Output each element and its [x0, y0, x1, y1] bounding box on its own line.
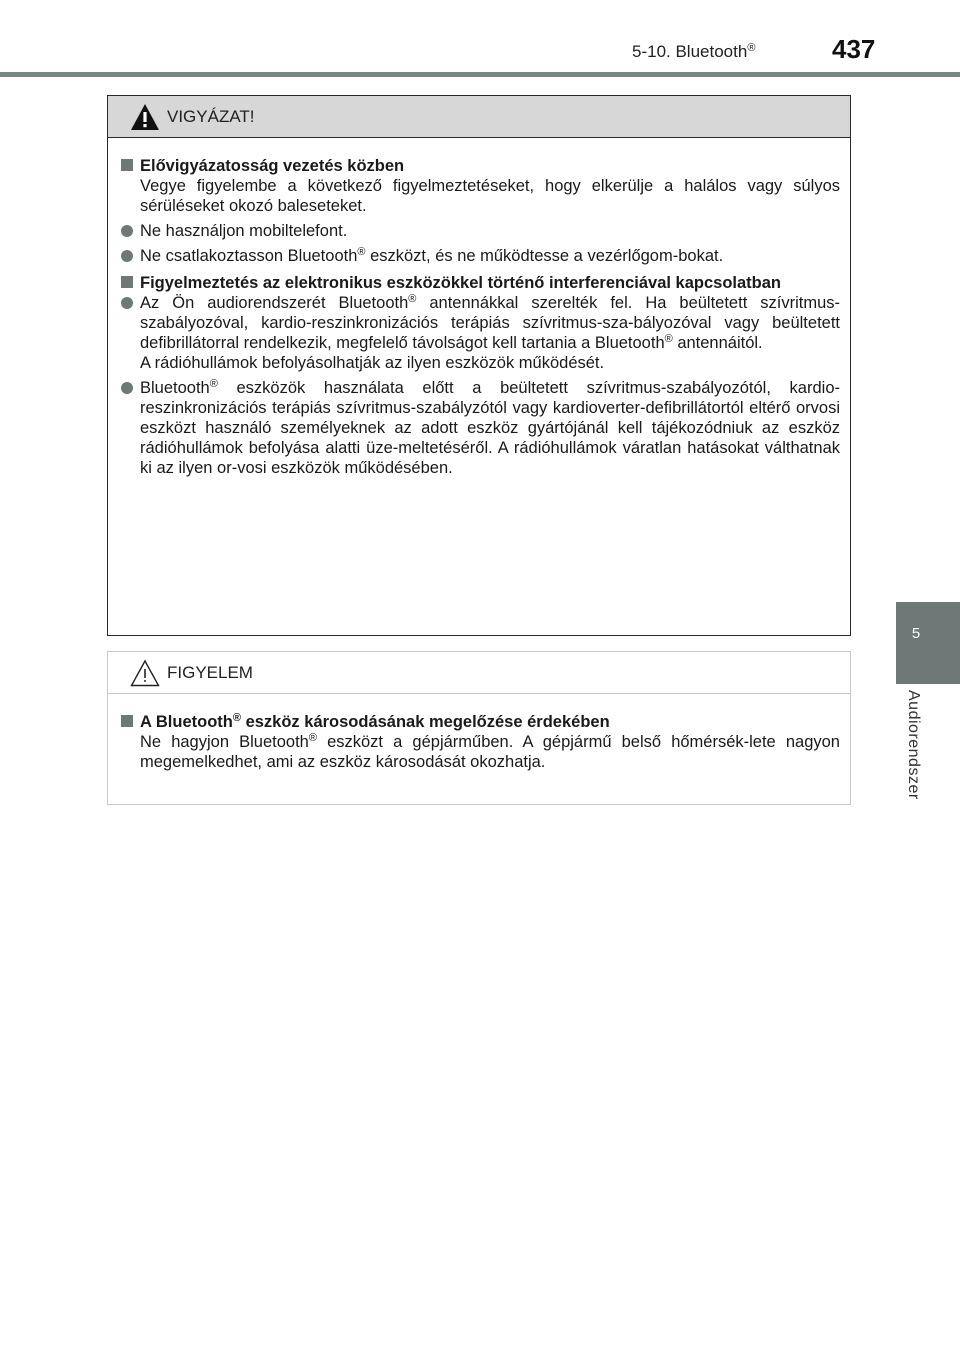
registered-mark: ® — [209, 378, 218, 390]
text-part: Bluetooth — [140, 379, 210, 397]
text-part: eszközt, és ne működtesse a vezérlőgom-bokat. — [365, 247, 724, 265]
registered-mark: ® — [357, 246, 366, 258]
text-part: Ne csatlakoztasson Bluetooth — [140, 247, 358, 265]
text-part: eszközt a gépjárműben. A gépjármű belső hőmérsék-lete nagyon megemelkedhet, ami az eszköz károsodását okozhatja. — [140, 733, 840, 771]
section-title — [632, 42, 755, 62]
list-item-text — [140, 246, 840, 266]
warning-triangle-icon — [130, 103, 160, 131]
warning-body — [108, 138, 850, 478]
section-intro-text: Vegye figyelembe a következő figyelmeztetéseket, hogy elkerülje a halálos vagy súlyos sérüléseket okozó baleseteket. — [140, 177, 840, 215]
text-part: antennákkal szerelték fel. Ha beültetett szívritmus-szabályozóval, kardio-reszinkronizációs terápiás szívritmus-sza-bályozóval vagy beültetett defibrillátorral rendelkezik, megfelelő távolságot kell tartania a Bluetooth — [140, 294, 840, 352]
notice-header — [108, 652, 850, 694]
section-text — [140, 732, 840, 772]
registered-mark: ® — [232, 712, 241, 724]
list-item-text-line2: A rádióhullámok befolyásolhatják az ilyen eszközök működését. — [140, 354, 605, 372]
page-number: 437 — [832, 34, 876, 64]
text-part: eszköz károsodásának megelőzése érdekében — [240, 713, 610, 731]
list-item — [118, 293, 840, 373]
chapter-tab — [896, 602, 960, 684]
section-text-line — [140, 732, 840, 772]
chapter-label — [896, 690, 930, 830]
warning-section-driving — [118, 156, 840, 266]
header-rule — [0, 72, 960, 77]
section-title: Figyelmeztetés az elektronikus eszközökkel történő interferenciával kapcsolatban — [140, 274, 781, 292]
section-title: Elővigyázatosság vezetés közben — [140, 157, 405, 175]
notice-title: FIGYELEM — [167, 663, 253, 682]
text-part: Az Ön audiorendszerét Bluetooth — [140, 294, 409, 312]
bullet-icon — [121, 250, 133, 262]
text-part: eszközök használata előtt a beültetett szívritmus-szabályozótól, kardio-reszinkronizációs terápiás szívritmus-szabályzótól vagy kardioverter-defibrillátortól eltérő orvosi eszközt használó személyeknek az adott eszköz gyártójánál kell tájékozódniuk az eszköz rádióhullámok befolyása alatti üze-meltetéséről. A rádióhullámok váratlan hatásokat válthatnak ki az ilyen or-vosi eszközök működésében. — [140, 379, 840, 477]
list-item — [118, 378, 840, 478]
registered-mark: ® — [308, 732, 317, 744]
list-item-text — [140, 378, 840, 478]
list-item-text — [140, 293, 840, 353]
registered-mark: ® — [664, 333, 673, 345]
caution-triangle-icon — [130, 659, 160, 687]
notice-body — [108, 694, 850, 772]
list-item-text: Ne használjon mobiltelefont. — [140, 222, 348, 240]
text-part: antennáitól. — [672, 334, 763, 352]
text-part: A Bluetooth — [140, 713, 233, 731]
section-square-icon — [121, 276, 133, 288]
bullet-icon — [121, 382, 133, 394]
list-item — [118, 221, 840, 241]
section-intro — [140, 176, 840, 216]
warning-section-interference — [118, 273, 840, 478]
list-item — [118, 246, 840, 266]
warning-header — [108, 96, 850, 138]
warning-title: VIGYÁZAT! — [167, 107, 255, 126]
bullet-icon — [121, 225, 133, 237]
bullet-icon — [121, 297, 133, 309]
section-title-text: 5-10. Bluetooth — [632, 42, 748, 61]
text-part: Ne hagyjon Bluetooth — [140, 733, 309, 751]
section-title — [140, 712, 840, 732]
notice-box — [107, 651, 851, 805]
chapter-number: 5 — [911, 625, 921, 642]
section-square-icon — [121, 715, 133, 727]
section-square-icon — [121, 159, 133, 171]
registered-mark: ® — [747, 42, 756, 54]
warning-box — [107, 95, 851, 636]
notice-section — [118, 712, 840, 772]
registered-mark: ® — [408, 293, 417, 305]
chapter-label-text: Audiorendszer — [905, 690, 922, 800]
